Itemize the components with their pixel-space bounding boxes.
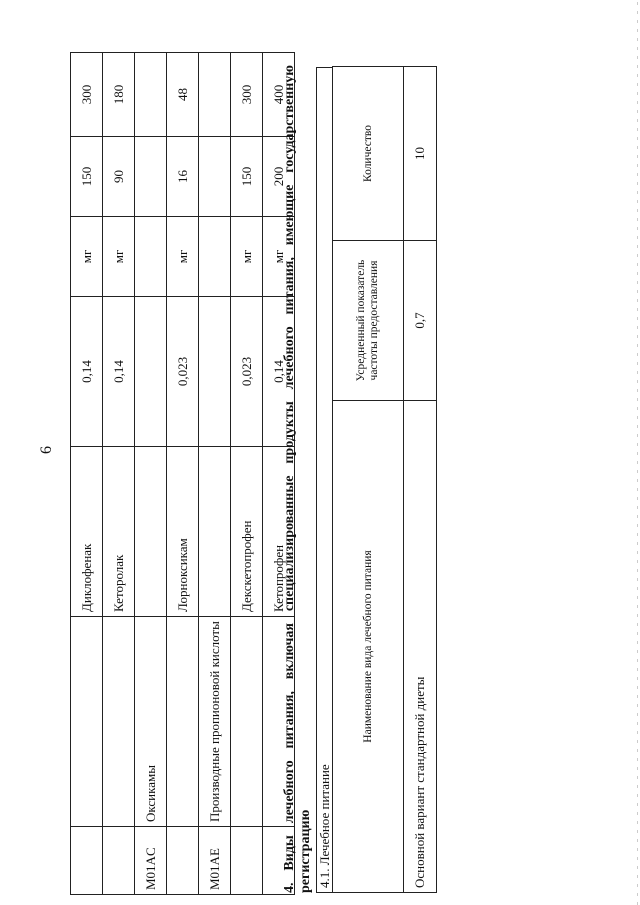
drug-cell-ddd: 150 bbox=[71, 137, 103, 217]
drug-cell-code bbox=[167, 827, 199, 895]
drug-cell-code: M01AC bbox=[135, 827, 167, 895]
drug-cell-name bbox=[135, 447, 167, 617]
drug-cell-name bbox=[199, 447, 231, 617]
page-number: 6 bbox=[38, 446, 55, 454]
diet-cell-frequency: 0,7 bbox=[404, 241, 437, 401]
drug-cell-ddd: 200 bbox=[263, 137, 295, 217]
diet-table-row bbox=[404, 67, 437, 893]
drug-cell-dose: 0,023 bbox=[167, 297, 199, 447]
drug-table-row bbox=[231, 53, 263, 895]
drug-cell-ckd: 400 bbox=[263, 53, 295, 137]
drug-cell-ckd bbox=[199, 53, 231, 137]
drug-cell-group: Оксикамы bbox=[135, 617, 167, 827]
drug-cell-unit: мг bbox=[231, 217, 263, 297]
drug-cell-code: M01AE bbox=[199, 827, 231, 895]
drug-table-row bbox=[71, 53, 103, 895]
drug-cell-ckd: 300 bbox=[231, 53, 263, 137]
drug-cell-name: Лорноксикам bbox=[167, 447, 199, 617]
drug-cell-name: Декскетопрофен bbox=[231, 447, 263, 617]
drug-cell-group bbox=[231, 617, 263, 827]
section-4-heading: 4. Виды лечебного питания, включая специализированные продукты лечебного питания, имеющие государственную регистрацию bbox=[282, 65, 313, 893]
drug-cell-name: Кеторолак bbox=[103, 447, 135, 617]
drug-cell-unit bbox=[199, 217, 231, 297]
drug-cell-unit: мг bbox=[71, 217, 103, 297]
drug-cell-ckd bbox=[135, 53, 167, 137]
drug-cell-unit: мг bbox=[263, 217, 295, 297]
drug-cell-code bbox=[103, 827, 135, 895]
drug-cell-dose: 0,14 bbox=[103, 297, 135, 447]
drug-table-row bbox=[167, 53, 199, 895]
drug-cell-dose bbox=[199, 297, 231, 447]
drug-cell-unit: мг bbox=[103, 217, 135, 297]
drug-cell-ddd: 16 bbox=[167, 137, 199, 217]
section-4-1-subheading: 4.1. Лечебное питание bbox=[316, 67, 332, 893]
drug-cell-ddd bbox=[135, 137, 167, 217]
diet-cell-quantity: 10 bbox=[404, 67, 437, 241]
drug-cell-group bbox=[103, 617, 135, 827]
drug-table-row bbox=[199, 53, 231, 895]
drug-cell-group bbox=[71, 617, 103, 827]
drug-table-row bbox=[135, 53, 167, 895]
drug-cell-unit bbox=[135, 217, 167, 297]
drug-cell-name: Кетопрофен bbox=[263, 447, 295, 617]
drug-cell-code bbox=[71, 827, 103, 895]
drug-cell-unit: мг bbox=[167, 217, 199, 297]
diet-header-quantity: Количество bbox=[333, 67, 404, 241]
drug-cell-ckd: 300 bbox=[71, 53, 103, 137]
drug-table bbox=[70, 52, 295, 895]
drug-cell-ckd: 48 bbox=[167, 53, 199, 137]
scan-dot-marks bbox=[637, 0, 638, 905]
drug-cell-code bbox=[231, 827, 263, 895]
drug-cell-ckd: 180 bbox=[103, 53, 135, 137]
diet-header-frequency: Усредненный показатель частоты предоставления bbox=[333, 241, 404, 401]
diet-table-header-row bbox=[333, 67, 404, 893]
diet-cell-name: Основной вариант стандартной диеты bbox=[404, 401, 437, 893]
drug-cell-group bbox=[167, 617, 199, 827]
diet-header-name: Наименование вида лечебного питания bbox=[333, 401, 404, 893]
drug-cell-dose: 0,14 bbox=[263, 297, 295, 447]
drug-cell-dose: 0,023 bbox=[231, 297, 263, 447]
drug-cell-ddd: 150 bbox=[231, 137, 263, 217]
drug-cell-group: Производные пропионовой кислоты bbox=[199, 617, 231, 827]
diet-table bbox=[332, 66, 437, 893]
drug-cell-name: Диклофенак bbox=[71, 447, 103, 617]
drug-cell-dose: 0,14 bbox=[71, 297, 103, 447]
drug-cell-ddd: 90 bbox=[103, 137, 135, 217]
drug-table-body bbox=[71, 53, 295, 895]
drug-cell-dose bbox=[135, 297, 167, 447]
drug-table-row bbox=[103, 53, 135, 895]
drug-cell-ddd bbox=[199, 137, 231, 217]
